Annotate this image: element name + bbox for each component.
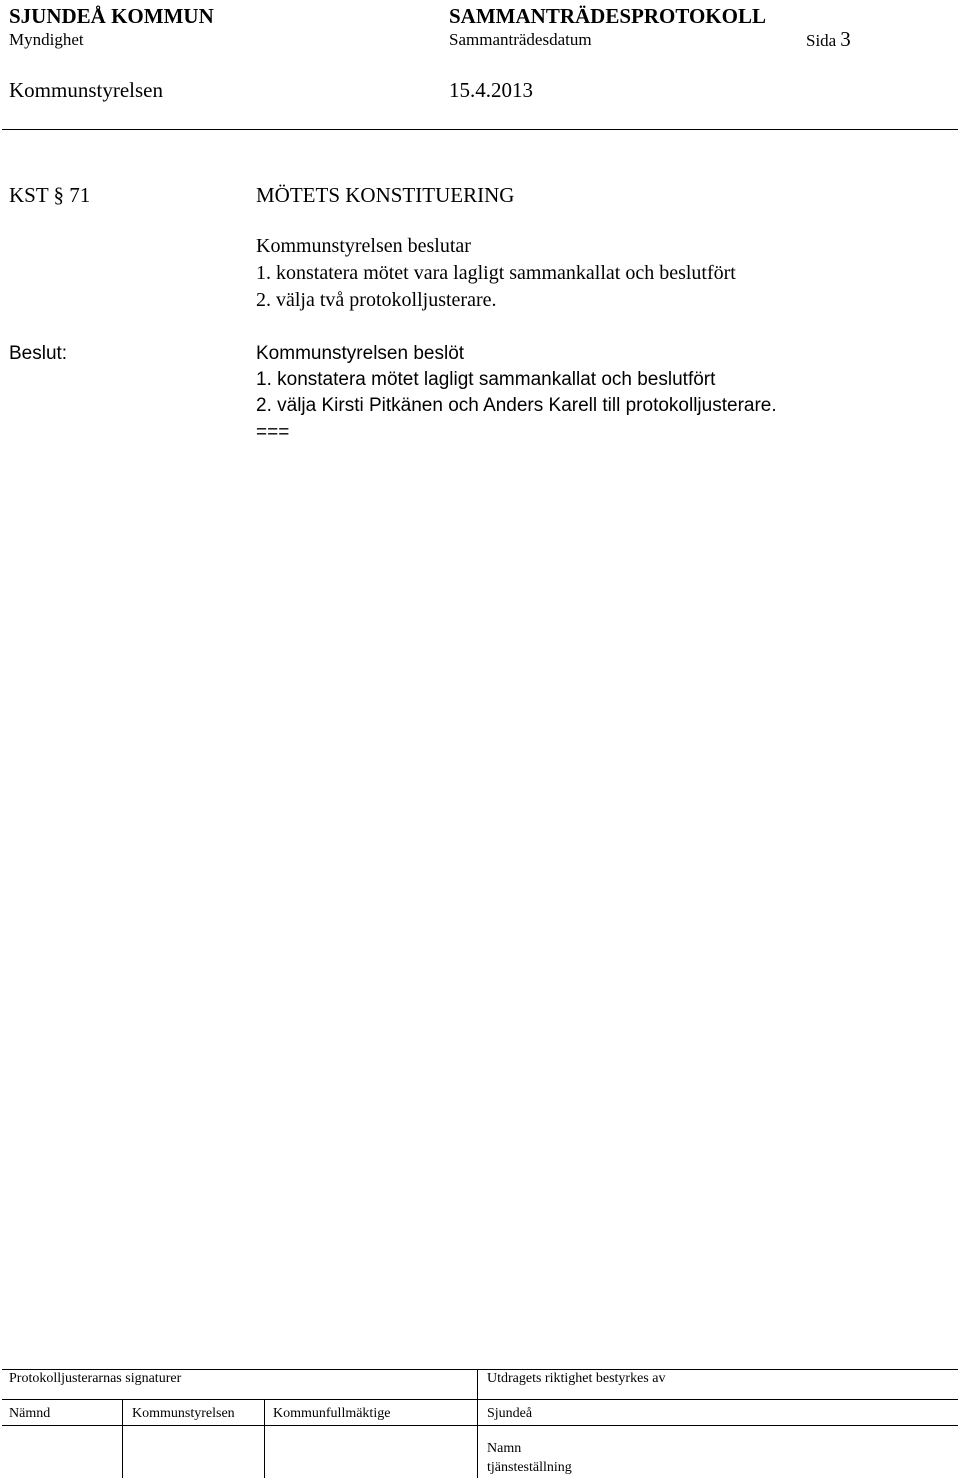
authority-name: Kommunstyrelsen [9,78,163,102]
footer-mid-rule [2,1399,958,1400]
certified-label: Utdragets riktighet bestyrkes av [487,1371,666,1386]
decision-item-2: 2. välja Kirsti Pitkänen och Anders Karell till protokolljusterare. [256,395,777,416]
decision-item-1: 1. konstatera mötet lagligt sammankallat och beslutfört [256,369,716,390]
footer-row-rule [2,1425,958,1426]
footer-vline-2 [264,1399,265,1478]
section-number: KST § 71 [9,183,91,207]
signatures-label: Protokolljusterarnas signaturer [9,1371,182,1386]
page-label: Sida [806,31,837,50]
footer-vline-1 [122,1399,123,1478]
footer-vline-3 [477,1369,478,1478]
proposal-item-2: 2. välja två protokolljusterare. [256,289,497,311]
section-title: MÖTETS KONSTITUERING [256,183,515,207]
proposal-item-1: 1. konstatera mötet vara lagligt sammankallat och beslutfört [256,262,736,284]
name-label: Namn [487,1441,522,1456]
header-divider [2,129,958,130]
body-2: Kommunfullmäktige [273,1406,391,1421]
decision-intro: Kommunstyrelsen beslöt [256,343,465,364]
footer-top-rule [2,1369,958,1370]
place: Sjundeå [487,1406,533,1421]
position-label: tjänsteställning [487,1460,572,1475]
meeting-date-label: Sammanträdesdatum [449,30,592,49]
page-indicator [806,27,851,52]
body-label: Nämnd [9,1406,51,1421]
end-marker: === [256,422,290,443]
authority-label: Myndighet [9,30,84,49]
page-number: 3 [840,27,851,51]
decision-label: Beslut: [9,343,68,364]
proposal-intro: Kommunstyrelsen beslutar [256,235,471,257]
org-name: SJUNDEÅ KOMMUN [9,4,214,28]
document-type: SAMMANTRÄDESPROTOKOLL [449,4,766,28]
meeting-date: 15.4.2013 [449,78,533,102]
body-1: Kommunstyrelsen [132,1406,235,1421]
